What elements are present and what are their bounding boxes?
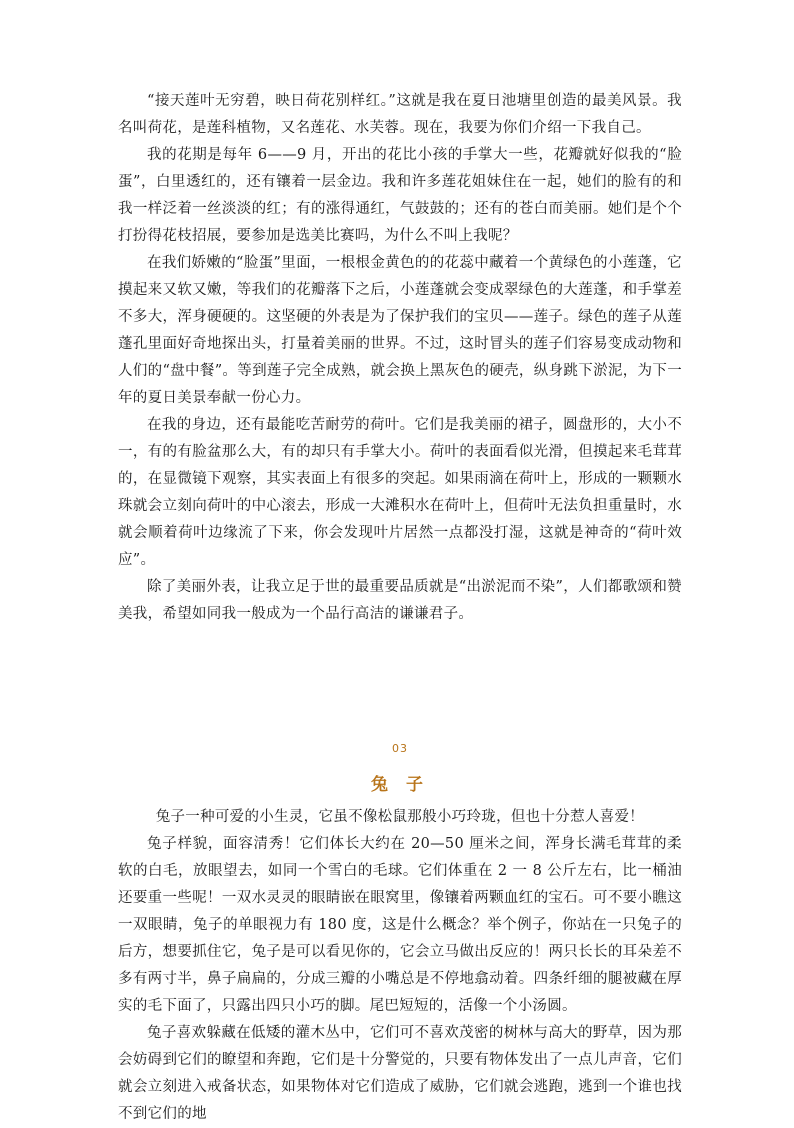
- lotus-paragraph-5: 除了美丽外表，让我立足于世的最重要品质就是“出淤泥而不染”，人们都歌颂和赞美我，希望如同我一般成为一个品行高洁的谦谦君子。: [118, 579, 682, 622]
- lotus-paragraph-2: 我的花期是每年 6——9 月，开出的花比小孩的手掌大一些，花瓣就好似我的“脸蛋”，白里透红的，还有镶着一层金边。我和许多莲花姐妹住在一起，她们的脸有的和我一样泛着一丝淡淡的红；有的涨得通红，气鼓鼓的；还有的苍白而美丽。她们是个个打扮得花枝招展，要参加是选美比赛吗，为什么不叫上我呢？: [118, 147, 682, 244]
- rabbit-paragraph-3: 兔子喜欢躲藏在低矮的灌木丛中，它们可不喜欢茂密的树林与高大的野草，因为那会妨碍到它们的瞭望和奔跑，它们是十分警觉的，只要有物体发出了一点儿声音，它们就会立刻进入戒备状态，如果物体对它们造成了威胁，它们就会逃跑，逃到一个谁也找不到它们的地: [118, 1025, 682, 1122]
- section-number: 03: [392, 742, 408, 755]
- lotus-paragraph-4: 在我的身边，还有最能吃苦耐劳的荷叶。它们是我美丽的裙子，圆盘形的，大小不一，有的有脸盆那么大，有的却只有手掌大小。荷叶的表面看似光滑，但摸起来毛茸茸的，在显微镜下观察，其实表面上有很多的突起。如果雨滴在荷叶上，形成的一颗颗水珠就会立刻向荷叶的中心滚去，形成一大滩积水在荷叶上，但荷叶无法负担重量时，水就会顺着荷叶边缘流了下来，你会发现叶片居然一点都没打湿，这就是神奇的“荷叶效应”。: [118, 417, 682, 568]
- section-title: 兔 子: [371, 775, 429, 795]
- rabbit-essay: [118, 804, 682, 1128]
- lotus-paragraph-1: “接天莲叶无穷碧，映日荷花别样红。”这就是我在夏日池塘里创造的最美风景。我名叫荷花，是莲科植物，又名莲花、水芙蓉。现在，我要为你们介绍一下我自己。: [118, 93, 682, 136]
- lotus-paragraph-3: 在我们娇嫩的“脸蛋”里面，一根根金黄色的的花蕊中藏着一个黄绿色的小莲蓬，它摸起来又软又嫩，等我们的花瓣落下之后，小莲蓬就会变成翠绿色的大莲蓬，和手掌差不多大，浑身硬硬的。这坚硬的外表是为了保护我们的宝贝——莲子。绿色的莲子从莲蓬孔里面好奇地探出头，打量着美丽的世界。不过，这时冒头的莲子们容易变成动物和人们的“盘中餐”。等到莲子完全成熟，就会换上黑灰色的硬壳，纵身跳下淤泥，为下一年的夏日美景奉献一份心力。: [118, 255, 682, 406]
- lotus-essay: [118, 88, 682, 628]
- rabbit-paragraph-1: 兔子一种可爱的小生灵，它虽不像松鼠那般小巧玲珑，但也十分惹人喜爱！: [155, 809, 645, 825]
- rabbit-paragraph-2: 兔子样貌，面容清秀！它们体长大约在 20—50 厘米之间，浑身长满毛茸茸的柔软的白毛，放眼望去，如同一个雪白的毛球。它们体重在 2 一 8 公斤左右，比一桶油还要重一些呢！一双水灵灵的眼睛嵌在眼窝里，像镶着两颗血红的宝石。可不要小瞧这一双眼睛，兔子的单眼视力有 180 度，这是什么概念？举个例子，你站在一只兔子的后方，想要抓住它，兔子是可以看见你的，它会立马做出反应的！两只长长的耳朵差不多有两寸半，鼻子扁扁的，分成三瓣的小嘴总是不停地翕动着。四条纤细的腿被藏在厚实的毛下面了，只露出四只小巧的脚。尾巴短短的，活像一个小汤圆。: [118, 836, 682, 1014]
